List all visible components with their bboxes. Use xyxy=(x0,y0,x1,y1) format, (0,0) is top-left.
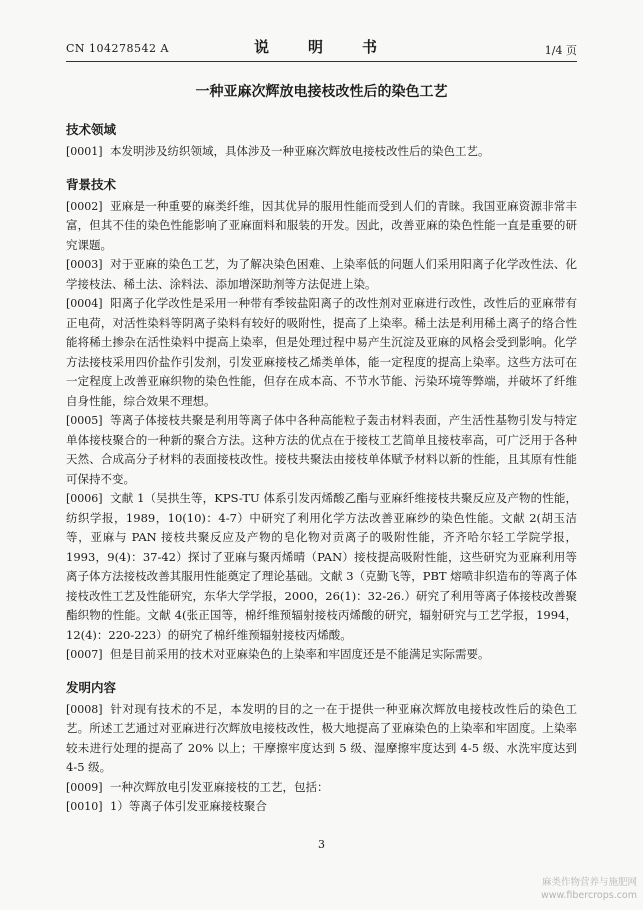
paragraph-text: 对于亚麻的染色工艺，为了解决染色困难、上染率低的问题人们采用阳离子化学改性法、化学接枝法、稀土法、涂料法、添加增深助剂等方法促进上染。 xyxy=(66,257,577,291)
paragraph xyxy=(66,142,577,162)
patent-number: CN 104278542 A xyxy=(66,42,169,55)
page-number: 3 xyxy=(318,838,325,851)
paragraph-number: [0007] xyxy=(66,648,103,661)
paragraph-number: [0005] xyxy=(66,414,103,427)
paragraph xyxy=(66,645,577,665)
paragraph-number: [0010] xyxy=(66,800,103,813)
paragraph-text: 1）等离子体引发亚麻接枝聚合 xyxy=(110,799,267,813)
paragraph-number: [0009] xyxy=(66,780,103,794)
paragraph-text: 亚麻是一种重要的麻类纤维，因其优异的服用性能而受到人们的青睐。我国亚麻资源非常丰富，但其不佳的染色性能影响了亚麻面料和服装的开发。因此，改善亚麻的染色性能一直是重要的研究课题。 xyxy=(66,198,577,252)
header-divider xyxy=(66,61,577,62)
paragraph-text: 阳离子化学改性是采用一种带有季铵盐阳离子的改性剂对亚麻进行改性，改性后的亚麻带有正电荷，对活性染料等阴离子染料有较好的吸附性，提高了上染率。稀土法是利用稀土离子的络合性能将稀土掺杂在活性染料中提高上染率，但是处理过程中易产生沉淀及亚麻的风格会受到影响。化学方法接枝采用四价盐作引发剂，引发亚麻接枝乙烯类单体，能一定程度的提高上染率。这些方法可在一定程度上改善亚麻织物的染色性能，但存在成本高、不节水节能、污染环境等弊端，并破坏了纤维自身性能，综合效果不理想。 xyxy=(66,296,577,408)
section-summary xyxy=(66,679,577,817)
section-technical-field xyxy=(66,121,577,162)
section-heading: 背景技术 xyxy=(66,176,117,192)
paragraph xyxy=(66,778,577,798)
paragraph-number: [0003] xyxy=(66,258,103,271)
paragraph-number: [0006] xyxy=(66,492,103,505)
paragraph xyxy=(66,197,577,256)
paragraph-text: 文献 1（吴拱生等，KPS-TU 体系引发丙烯酸乙酯与亚麻纤维接枝共聚反应及产物的性能，纺织学报，1989，10(10)：4-7）中研究了利用化学方法改善亚麻纱的染色性能。文献 2(胡玉洁等，亚麻与 PAN 接枝共聚反应及产物的皂化物对贡离子的吸附性能，齐齐哈尔轻工学院学报，1993，9(4)：37-42）探讨了亚麻与聚丙烯晴（PAN）接枝提高吸附性能，这些研究为亚麻利用等离子体方法接枝改善其服用性能奠定了理论基础。文献 3（克勤飞等，PBT 熔喷非织造布的等离子体接枝改性工艺及性能研究，东华大学学报，2000，26(1)：32-26.）研究了利用等离子体接枝改善聚酯织物的性能。文献 4(张正国等，棉纤维预辐射接枝丙烯酸的研究，辐射研究与工艺学报，1994，12(4)：220-223）的研究了棉纤维预辐射接枝丙烯酸。 xyxy=(66,491,577,642)
document-title: 一种亚麻次辉放电接枝改性后的染色工艺 xyxy=(195,84,448,100)
page-count: 1/4 页 xyxy=(544,44,577,57)
paragraph xyxy=(66,700,577,778)
paragraph-text: 本发明涉及纺织领域，具体涉及一种亚麻次辉放电接枝改性后的染色工艺。 xyxy=(110,144,490,158)
paragraph xyxy=(66,797,577,817)
paragraph-text: 但是目前采用的技术对亚麻染色的上染率和牢固度还是不能满足实际需要。 xyxy=(110,647,490,661)
page-header xyxy=(66,36,577,58)
paragraph-text: 等离子体接枝共聚是利用等离子体中各种高能粒子轰击材料表面，产生活性基物引发与特定单体接枝聚合的一种新的聚合方法。这种方法的优点在于接枝工艺简单且接枝率高，可广泛用于各种天然、合成高分子材料的表面接枝改性。接枝共聚法由接枝单体赋予材料以新的性能，且其原有性能可保持不变。 xyxy=(66,413,577,486)
section-background xyxy=(66,176,577,665)
paragraph-number: [0002] xyxy=(66,199,103,213)
watermark-site-name: 麻类作物营养与施肥网 xyxy=(541,877,637,888)
watermark-url: www.fibercrops.com xyxy=(540,890,637,901)
paragraph xyxy=(66,489,577,645)
document-type: 说 明 书 xyxy=(253,38,389,56)
paragraph xyxy=(66,411,577,489)
paragraph-number: [0008] xyxy=(66,702,103,716)
paragraph xyxy=(66,255,577,294)
watermark xyxy=(541,876,637,902)
paragraph-number: [0001] xyxy=(66,145,103,158)
section-heading: 技术领域 xyxy=(66,122,117,137)
section-heading: 发明内容 xyxy=(66,679,117,695)
paragraph-number: [0004] xyxy=(66,297,103,310)
document-body xyxy=(66,121,577,817)
paragraph xyxy=(66,294,577,411)
paragraph-text: 一种次辉放电引发亚麻接枝的工艺，包括： xyxy=(110,779,329,794)
paragraph-text: 针对现有技术的不足，本发明的目的之一在于提供一种亚麻次辉放电接枝改性后的染色工艺。所述工艺通过对亚麻进行次辉放电接枝改性，极大地提高了亚麻染色的上染率和牢固度。上染率较未进行处理的提高了 20% 以上；干摩擦牢度达到 5 级、湿摩擦牢度达到 4-5 级、水洗牢度达到 4-5 级。 xyxy=(66,701,577,774)
